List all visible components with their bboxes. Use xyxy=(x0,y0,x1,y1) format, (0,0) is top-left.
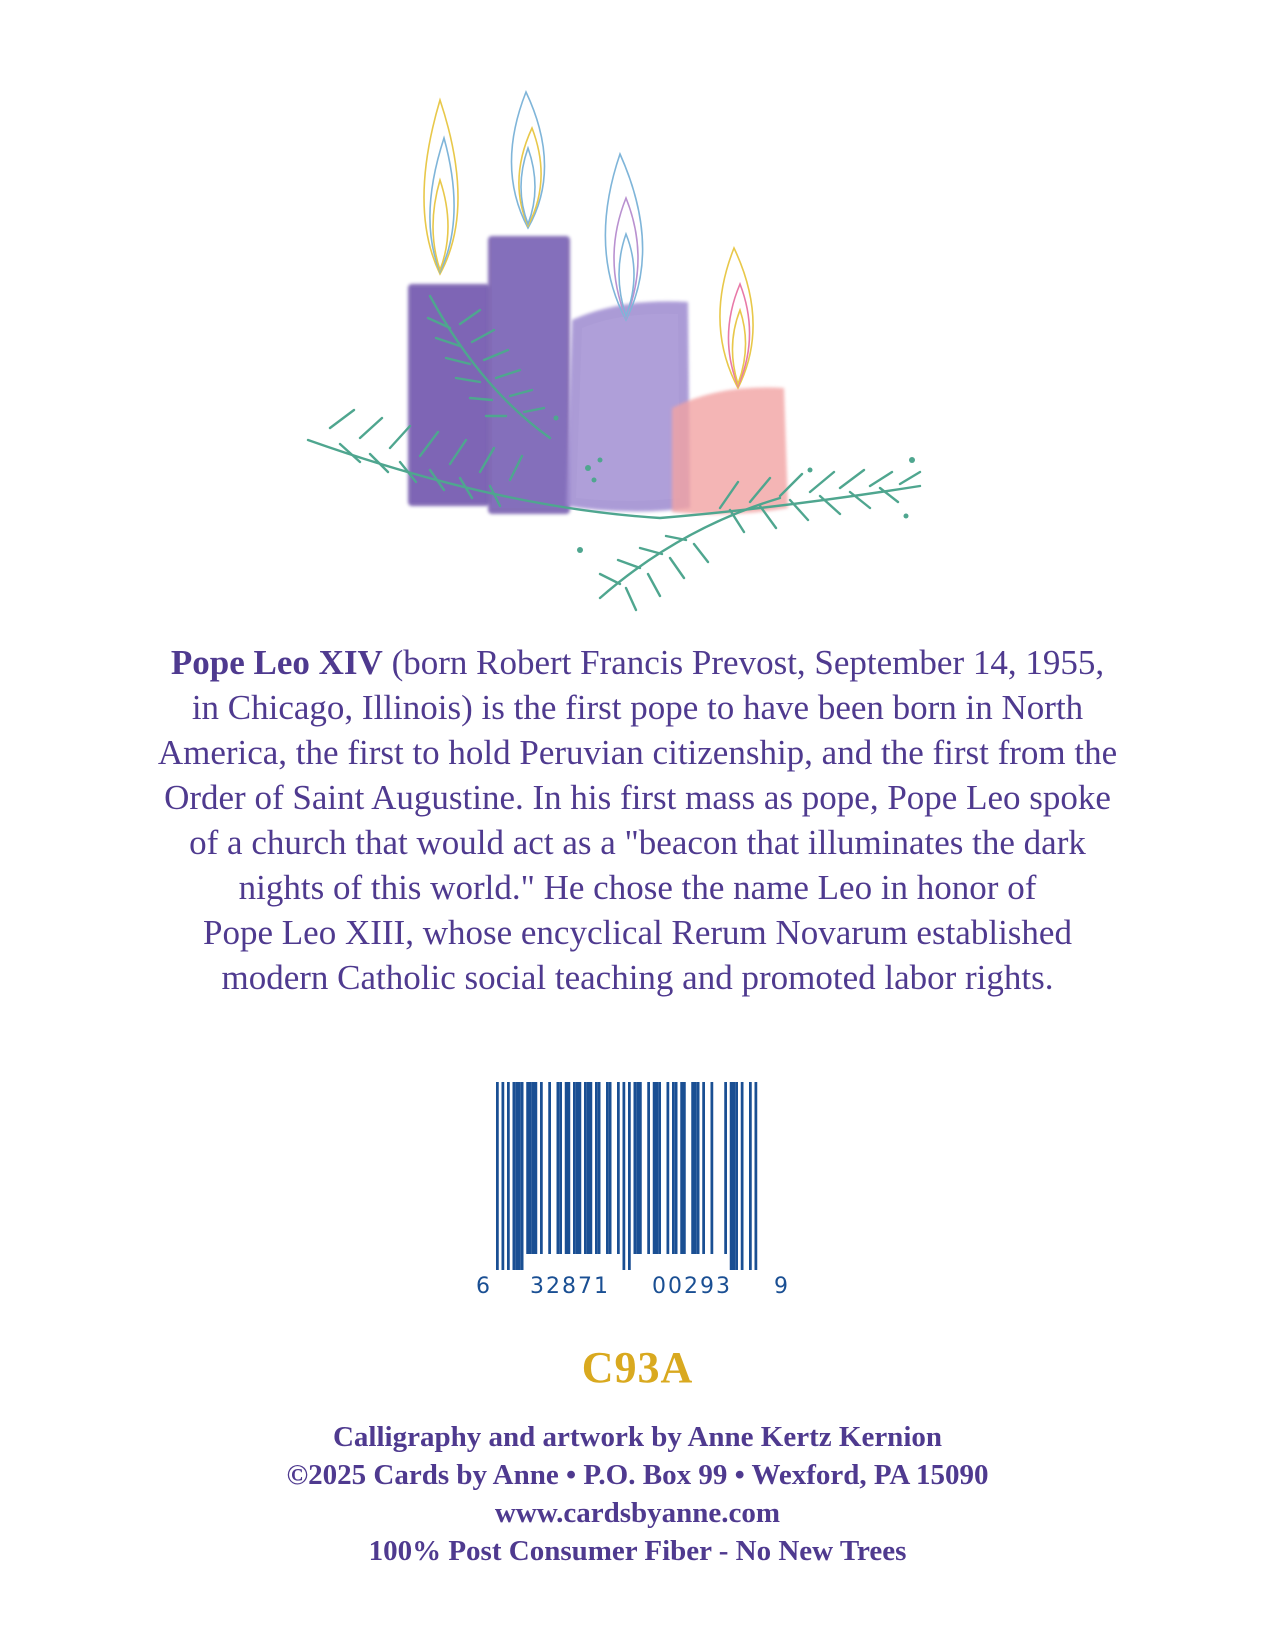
credit-website: www.cardsbyanne.com xyxy=(494,1497,781,1529)
barcode-right-digits: 00293 xyxy=(652,1274,732,1299)
barcode-bar xyxy=(557,1082,560,1254)
barcode-bar xyxy=(532,1082,535,1254)
bio-line-1: Pope Leo XIV (born Robert Francis Prevost, September 14, 1955, xyxy=(170,643,1105,682)
barcode-bar xyxy=(579,1082,582,1254)
barcode-bar xyxy=(496,1082,499,1270)
bio-line-7: Pope Leo XIII, whose encyclical Rerum Novarum established xyxy=(203,913,1072,952)
barcode-bar xyxy=(653,1082,656,1254)
barcode-bar xyxy=(730,1082,733,1270)
barcode-bar xyxy=(598,1082,601,1254)
barcode-bar xyxy=(565,1082,568,1254)
barcode-bar xyxy=(576,1082,579,1254)
barcode-bar xyxy=(724,1082,727,1254)
barcode-bar xyxy=(675,1082,678,1254)
barcode-bar xyxy=(568,1082,571,1254)
barcode-bar xyxy=(667,1082,670,1254)
barcode-bar xyxy=(518,1082,521,1270)
candle-1 xyxy=(408,284,490,506)
upc-barcode xyxy=(470,1082,805,1302)
credit-paper: 100% Post Consumer Fiber - No New Trees xyxy=(368,1535,907,1567)
barcode-bar xyxy=(535,1082,538,1254)
bio-line-6: nights of this world." He chose the name Leo in honor of xyxy=(238,868,1037,907)
barcode-bar xyxy=(515,1082,518,1270)
advent-candles-illustration xyxy=(300,88,980,628)
credit-artist: Calligraphy and artwork by Anne Kertz Kernion xyxy=(332,1421,942,1453)
barcode-bar xyxy=(755,1082,758,1270)
barcode-bar xyxy=(606,1082,609,1254)
barcode-bar xyxy=(749,1082,752,1270)
candle-2 xyxy=(488,236,570,514)
barcode-bar xyxy=(691,1082,694,1254)
barcode-bar xyxy=(672,1082,675,1254)
barcode-bars xyxy=(470,1082,805,1272)
barcode-bar xyxy=(502,1082,505,1270)
barcode-bar xyxy=(647,1082,650,1254)
barcode-bar xyxy=(636,1082,639,1254)
barcode-bar xyxy=(617,1082,620,1254)
barcode-bar xyxy=(609,1082,612,1254)
barcode-bar xyxy=(573,1082,576,1254)
bio-line-4: Order of Saint Augustine. In his first mass as pope, Pope Leo spoke xyxy=(164,778,1111,817)
barcode-bar xyxy=(623,1082,626,1270)
barcode-bar xyxy=(526,1082,529,1254)
barcode-first-digit: 6 xyxy=(476,1274,490,1299)
product-code: C93A xyxy=(581,1343,694,1392)
barcode-bar xyxy=(711,1082,714,1254)
barcode-bar xyxy=(590,1082,593,1254)
barcode-bar xyxy=(584,1082,587,1254)
barcode-bar xyxy=(683,1082,686,1254)
bio-line-8: modern Catholic social teaching and promoted labor rights. xyxy=(221,958,1054,997)
barcode-bar xyxy=(680,1082,683,1254)
barcode-bar xyxy=(741,1082,744,1270)
barcode-bar xyxy=(595,1082,598,1254)
barcode-bar xyxy=(733,1082,736,1270)
barcode-left-digits: 32871 xyxy=(530,1274,610,1299)
barcode-bar xyxy=(658,1082,661,1254)
barcode-last-digit: 9 xyxy=(774,1274,788,1299)
barcode-digits xyxy=(470,1274,805,1304)
barcode-bar xyxy=(513,1082,516,1270)
barcode-bar xyxy=(639,1082,642,1254)
credits-block xyxy=(0,1418,1275,1570)
candle-3 xyxy=(566,301,690,511)
barcode-bar xyxy=(507,1082,510,1270)
barcode-bar xyxy=(702,1082,705,1254)
barcode-bar xyxy=(634,1082,637,1254)
barcode-bar xyxy=(559,1082,562,1254)
barcode-bar xyxy=(735,1082,738,1270)
barcode-bar xyxy=(628,1082,631,1270)
barcode-bar xyxy=(694,1082,697,1254)
barcode-bar xyxy=(521,1082,524,1270)
barcode-bar xyxy=(529,1082,532,1254)
biography-text xyxy=(80,640,1195,1000)
barcode-bar xyxy=(697,1082,700,1254)
bio-line-2: in Chicago, Illinois) is the first pope to have been born in North xyxy=(191,688,1084,727)
credit-address: ©2025 Cards by Anne • P.O. Box 99 • Wexford, PA 15090 xyxy=(286,1459,989,1491)
barcode-bar xyxy=(656,1082,659,1254)
bio-line-3: America, the first to hold Peruvian citizenship, and the first from the xyxy=(157,733,1118,772)
barcode-bar xyxy=(587,1082,590,1254)
barcode-bar xyxy=(548,1082,551,1254)
bio-line-5: of a church that would act as a "beacon that illuminates the dark xyxy=(189,823,1086,862)
barcode-bar xyxy=(540,1082,543,1254)
pope-name: Pope Leo XIV xyxy=(170,643,383,682)
